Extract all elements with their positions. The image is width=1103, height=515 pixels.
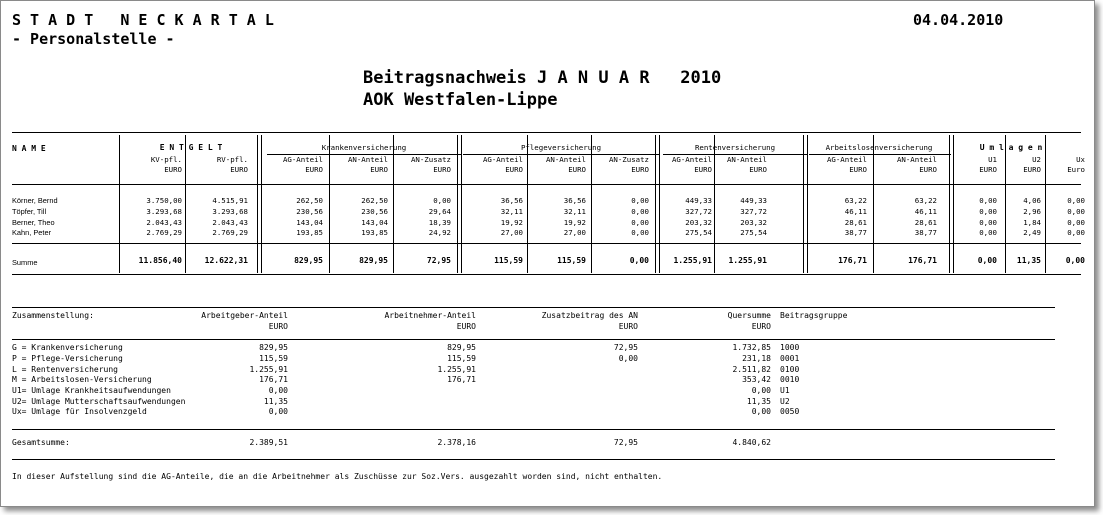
table-cell: 18,39 — [428, 218, 451, 227]
column-header-label: U2 — [1032, 155, 1041, 164]
table-cell: 230,56 — [361, 207, 388, 216]
table-cell: 0,00 — [979, 218, 997, 227]
report-subtitle: AOK Westfalen-Lippe — [363, 90, 558, 110]
group-header-renten: Rentenversicherung — [694, 143, 776, 152]
group-header-pflege: Pflegeversicherung — [520, 143, 602, 152]
column-separator — [655, 135, 656, 273]
summary-row-label: U2= Umlage Mutterschaftsaufwendungen — [12, 397, 186, 406]
column-header-label: Ux — [1076, 155, 1085, 164]
footnote: In dieser Aufstellung sind die AG-Anteile, die an die Arbeitnehmer als Zuschüsse zur Soz.Vers. ausgezahlt worden sind, nicht enthalten. — [12, 472, 663, 481]
table-cell: 3.293,68 — [146, 207, 182, 216]
summary-row-an: 829,95 — [447, 343, 476, 352]
column-separator — [873, 135, 874, 273]
table-cell: 27,00 — [500, 228, 523, 237]
summary-row-gruppe: 0100 — [780, 365, 800, 374]
header-bottom-rule — [12, 184, 1081, 185]
column-header-label: AG-Anteil — [826, 155, 867, 164]
table-cell: 0,00 — [979, 207, 997, 216]
summary-header-gruppe: Beitragsgruppe — [780, 311, 848, 320]
table-cell: 2.043,43 — [146, 218, 182, 227]
table-cell: 4,06 — [1023, 196, 1041, 205]
group-header-entgelt: E N T G E L T — [159, 143, 223, 152]
column-separator — [119, 135, 120, 273]
summary-row-an: 176,71 — [447, 375, 476, 384]
column-header-unit: EURO — [505, 165, 523, 174]
table-top-rule — [12, 132, 1081, 133]
summary-row-ag: 829,95 — [259, 343, 288, 352]
summary-header-ag: Arbeitgeber-Anteil — [201, 311, 288, 320]
table-cell: 193,85 — [361, 228, 388, 237]
employee-name: Körner, Bernd — [12, 196, 58, 205]
table-cell: 3.750,00 — [146, 196, 182, 205]
summary-row-gruppe: 0001 — [780, 354, 800, 363]
table-cell: 327,72 — [740, 207, 767, 216]
sum-cell: 176,71 — [838, 256, 867, 265]
table-cell: 29,64 — [428, 207, 451, 216]
summary-row-gruppe: 0010 — [780, 375, 800, 384]
column-header-label: AN-Zusatz — [410, 155, 451, 164]
summary-row-label: G = Krankenversicherung — [12, 343, 123, 352]
column-separator — [461, 135, 462, 273]
column-separator — [1045, 135, 1046, 273]
summary-total-zusatz: 72,95 — [613, 438, 638, 447]
column-separator — [329, 135, 330, 273]
sum-cell: 0,00 — [1065, 256, 1085, 265]
column-header-unit: EURO — [849, 165, 867, 174]
table-bottom-rule — [12, 274, 1081, 275]
column-header-unit: EURO — [694, 165, 712, 174]
sum-cell: 115,59 — [494, 256, 523, 265]
sum-cell: 0,00 — [629, 256, 649, 265]
sum-cell: 1.255,91 — [728, 256, 767, 265]
table-cell: 28,61 — [844, 218, 867, 227]
column-header-label: AG-Anteil — [482, 155, 523, 164]
summary-bottom-rule — [12, 459, 1055, 460]
summary-total-label: Gesamtsumme: — [12, 438, 70, 447]
table-cell: 24,92 — [428, 228, 451, 237]
column-header-unit: EURO — [749, 165, 767, 174]
column-header-unit: EURO — [305, 165, 323, 174]
summary-header-an: Arbeitnehmer-Anteil — [384, 311, 476, 320]
column-header-label: AN-Anteil — [347, 155, 388, 164]
summary-row-zusatz: 0,00 — [618, 354, 638, 363]
sum-cell: 829,95 — [359, 256, 388, 265]
column-header-label: AN-Anteil — [545, 155, 586, 164]
table-cell: 0,00 — [631, 196, 649, 205]
table-cell: 2,96 — [1023, 207, 1041, 216]
sum-label: Summe — [12, 258, 38, 267]
column-header-unit: EURO — [979, 165, 997, 174]
column-header-label: U1 — [988, 155, 997, 164]
sum-cell: 12.622,31 — [204, 256, 248, 265]
table-cell: 0,00 — [1067, 207, 1085, 216]
table-cell: 4.515,91 — [212, 196, 248, 205]
sum-cell: 1.255,91 — [673, 256, 712, 265]
table-cell: 28,61 — [914, 218, 937, 227]
summary-row-gruppe: U1 — [780, 386, 790, 395]
summary-header-rule — [12, 339, 1055, 340]
summary-row-gruppe: U2 — [780, 397, 790, 406]
sum-cell: 115,59 — [557, 256, 586, 265]
table-cell: 0,00 — [979, 196, 997, 205]
column-separator — [1005, 135, 1006, 273]
column-separator — [393, 135, 394, 273]
summary-row-quer: 11,35 — [746, 397, 771, 406]
table-cell: 46,11 — [914, 207, 937, 216]
column-separator — [527, 135, 528, 273]
summary-row-zusatz: 72,95 — [613, 343, 638, 352]
table-cell: 449,33 — [740, 196, 767, 205]
column-header-label: KV-pfl. — [150, 155, 182, 164]
table-cell: 230,56 — [296, 207, 323, 216]
summary-row-ag: 176,71 — [259, 375, 288, 384]
table-cell: 0,00 — [1067, 228, 1085, 237]
summary-row-label: Ux= Umlage für Insolvenzgeld — [12, 407, 147, 416]
table-cell: 0,00 — [1067, 196, 1085, 205]
summary-total-rule — [12, 429, 1055, 430]
summary-unit-zusatz: EURO — [618, 322, 638, 331]
table-cell: 262,50 — [361, 196, 388, 205]
summary-top-rule — [12, 307, 1055, 308]
table-cell: 203,32 — [740, 218, 767, 227]
table-cell: 36,56 — [563, 196, 586, 205]
column-header-unit: EURO — [568, 165, 586, 174]
column-header-unit: EURO — [230, 165, 248, 174]
table-cell: 63,22 — [914, 196, 937, 205]
table-cell: 0,00 — [631, 218, 649, 227]
summary-row-quer: 1.732,85 — [732, 343, 771, 352]
column-separator — [591, 135, 592, 273]
table-cell: 63,22 — [844, 196, 867, 205]
sum-cell: 829,95 — [294, 256, 323, 265]
column-separator — [261, 135, 262, 273]
table-cell: 32,11 — [500, 207, 523, 216]
column-header-label: AG-Anteil — [671, 155, 712, 164]
summary-row-quer: 0,00 — [751, 407, 771, 416]
summary-row-an: 115,59 — [447, 354, 476, 363]
table-cell: 19,92 — [500, 218, 523, 227]
table-cell: 0,00 — [631, 228, 649, 237]
summary-unit-ag: EURO — [268, 322, 288, 331]
summary-row-gruppe: 0050 — [780, 407, 800, 416]
table-cell: 46,11 — [844, 207, 867, 216]
summary-unit-an: EURO — [456, 322, 476, 331]
summary-header-quer: Quersumme — [727, 311, 771, 320]
summary-row-an: 1.255,91 — [437, 365, 476, 374]
table-cell: 32,11 — [563, 207, 586, 216]
column-header-unit: EURO — [919, 165, 937, 174]
column-separator — [949, 135, 950, 273]
table-cell: 2.769,29 — [212, 228, 248, 237]
summary-total-ag: 2.389,51 — [249, 438, 288, 447]
table-cell: 38,77 — [844, 228, 867, 237]
summary-row-quer: 2.511,82 — [732, 365, 771, 374]
column-separator — [185, 135, 186, 273]
table-cell: 36,56 — [500, 196, 523, 205]
summary-total-an: 2.378,16 — [437, 438, 476, 447]
name-column-header: N A M E — [12, 144, 46, 153]
column-header-label: RV-pfl. — [216, 155, 248, 164]
group-header-arbeitslosen: Arbeitslosenversicherung — [825, 143, 933, 152]
table-cell: 0,00 — [979, 228, 997, 237]
column-header-unit: EURO — [370, 165, 388, 174]
summary-total-quer: 4.840,62 — [732, 438, 771, 447]
column-header-unit: EURO — [1023, 165, 1041, 174]
column-header-label: AG-Anteil — [282, 155, 323, 164]
sum-cell: 11,35 — [1016, 256, 1041, 265]
summary-row-gruppe: 1000 — [780, 343, 800, 352]
sum-cell: 11.856,40 — [138, 256, 182, 265]
sum-cell: 0,00 — [977, 256, 997, 265]
column-separator — [714, 135, 715, 273]
organization-name: S T A D T N E C K A R T A L — [12, 11, 274, 29]
table-cell: 275,54 — [740, 228, 767, 237]
table-cell: 203,32 — [685, 218, 712, 227]
table-cell: 38,77 — [914, 228, 937, 237]
column-header-label: AN-Anteil — [726, 155, 767, 164]
sum-top-rule — [12, 243, 1081, 244]
employee-name: Kahn, Peter — [12, 228, 52, 237]
summary-unit-quer: EURO — [751, 322, 771, 331]
column-separator — [457, 135, 458, 273]
summary-row-quer: 0,00 — [751, 386, 771, 395]
table-cell: 327,72 — [685, 207, 712, 216]
summary-row-label: L = Rentenversicherung — [12, 365, 118, 374]
summary-row-label: U1= Umlage Krankheitsaufwendungen — [12, 386, 171, 395]
summary-row-label: M = Arbeitslosen-Versicherung — [12, 375, 152, 384]
table-cell: 262,50 — [296, 196, 323, 205]
column-header-unit: EURO — [164, 165, 182, 174]
column-separator — [257, 135, 258, 273]
column-separator — [659, 135, 660, 273]
column-header-label: AN-Zusatz — [608, 155, 649, 164]
employee-name: Töpfer, Till — [12, 207, 47, 216]
column-header-label: AN-Anteil — [896, 155, 937, 164]
table-cell: 143,04 — [361, 218, 388, 227]
summary-row-quer: 231,18 — [742, 354, 771, 363]
table-cell: 27,00 — [563, 228, 586, 237]
report-title: Beitragsnachweis J A N U A R 2010 — [363, 68, 722, 88]
summary-title: Zusammenstellung: — [12, 311, 94, 320]
column-separator — [803, 135, 804, 273]
table-cell: 2,49 — [1023, 228, 1041, 237]
summary-row-quer: 353,42 — [742, 375, 771, 384]
department-name: - Personalstelle - — [12, 30, 175, 48]
table-cell: 1,84 — [1023, 218, 1041, 227]
column-separator — [807, 135, 808, 273]
table-cell: 449,33 — [685, 196, 712, 205]
sum-cell: 176,71 — [908, 256, 937, 265]
column-header-unit: Euro — [1067, 165, 1085, 174]
column-separator — [953, 135, 954, 273]
table-cell: 3.293,68 — [212, 207, 248, 216]
column-header-unit: EURO — [433, 165, 451, 174]
summary-header-zusatz: Zusatzbeitrag des AN — [541, 311, 638, 320]
table-cell: 0,00 — [433, 196, 451, 205]
table-cell: 0,00 — [631, 207, 649, 216]
summary-row-ag: 11,35 — [263, 397, 288, 406]
table-cell: 19,92 — [563, 218, 586, 227]
summary-row-ag: 1.255,91 — [249, 365, 288, 374]
summary-row-ag: 0,00 — [268, 407, 288, 416]
table-cell: 0,00 — [1067, 218, 1085, 227]
group-header-kranken: Krankenversicherung — [321, 143, 407, 152]
group-header-umlagen: U m l a g e n — [979, 143, 1043, 152]
table-cell: 275,54 — [685, 228, 712, 237]
table-cell: 2.043,43 — [212, 218, 248, 227]
report-date: 04.04.2010 — [913, 11, 1004, 29]
table-cell: 193,85 — [296, 228, 323, 237]
employee-name: Berner, Theo — [12, 218, 55, 227]
summary-row-ag: 115,59 — [259, 354, 288, 363]
table-cell: 2.769,29 — [146, 228, 182, 237]
column-header-unit: EURO — [631, 165, 649, 174]
summary-row-ag: 0,00 — [268, 386, 288, 395]
summary-row-label: P = Pflege-Versicherung — [12, 354, 123, 363]
sum-cell: 72,95 — [426, 256, 451, 265]
table-cell: 143,04 — [296, 218, 323, 227]
